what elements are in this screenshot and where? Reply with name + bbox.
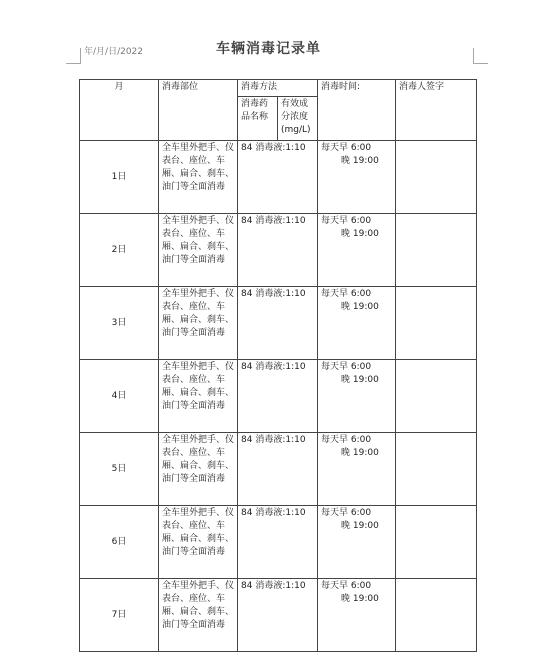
table-row [80,579,477,652]
area-cell: 全车里外把手、仪表台、座位、车厢、扁合、刹车、油门等全面消毒 [159,141,238,214]
time-cell: 每天早 6:00 晚 19:00 [318,433,396,506]
time-cell: 每天早 6:00 晚 19:00 [318,214,396,287]
agent-cell: 84 消毒液:1:10 [238,287,318,360]
crop-mark-top-right-h [473,63,488,64]
header-concentration: 有效成分浓度(mg/L) [278,97,318,141]
agent-cell: 84 消毒液:1:10 [238,214,318,287]
area-cell: 全车里外把手、仪表台、座位、车厢、扁合、刹车、油门等全面消毒 [159,287,238,360]
table-header-row [80,80,477,97]
table-row [80,141,477,214]
signature-cell[interactable] [396,287,477,360]
document-title: 车辆消毒记录单 [216,41,321,57]
agent-cell: 84 消毒液:1:10 [238,433,318,506]
day-cell: 1日 [80,141,159,214]
header-time: 消毒时间: [318,80,396,141]
crop-mark-top-right-v [473,48,474,63]
area-cell: 全车里外把手、仪表台、座位、车厢、扁合、刹车、油门等全面消毒 [159,579,238,652]
day-cell: 5日 [80,433,159,506]
signature-cell[interactable] [396,214,477,287]
time-cell: 每天早 6:00 晚 19:00 [318,579,396,652]
signature-cell[interactable] [396,141,477,214]
agent-cell: 84 消毒液:1:10 [238,579,318,652]
crop-mark-top-left-h [66,63,81,64]
day-cell: 2日 [80,214,159,287]
time-cell: 每天早 6:00 晚 19:00 [318,287,396,360]
table-row [80,287,477,360]
time-cell: 每天早 6:00 晚 19:00 [318,506,396,579]
table-row [80,506,477,579]
signature-cell[interactable] [396,506,477,579]
crop-mark-top-left-v [80,48,81,63]
table-row [80,360,477,433]
time-cell: 每天早 6:00 晚 19:00 [318,141,396,214]
day-cell: 7日 [80,579,159,652]
time-cell: 每天早 6:00 晚 19:00 [318,360,396,433]
header-month: 月 [80,80,159,141]
agent-cell: 84 消毒液:1:10 [238,506,318,579]
area-cell: 全车里外把手、仪表台、座位、车厢、扁合、刹车、油门等全面消毒 [159,214,238,287]
day-cell: 4日 [80,360,159,433]
area-cell: 全车里外把手、仪表台、座位、车厢、扁合、刹车、油门等全面消毒 [159,360,238,433]
day-cell: 6日 [80,506,159,579]
signature-cell[interactable] [396,433,477,506]
table-row [80,433,477,506]
header-agent-name: 消毒药品名称 [238,97,278,141]
agent-cell: 84 消毒液:1:10 [238,360,318,433]
area-cell: 全车里外把手、仪表台、座位、车厢、扁合、刹车、油门等全面消毒 [159,506,238,579]
signature-cell[interactable] [396,360,477,433]
header-area: 消毒部位 [159,80,238,141]
disinfection-record-table [79,79,477,652]
signature-cell[interactable] [396,579,477,652]
header-method: 消毒方法 [238,80,318,97]
day-cell: 3日 [80,287,159,360]
table-row [80,214,477,287]
document-date: 年/月/日/2022 [84,47,144,57]
area-cell: 全车里外把手、仪表台、座位、车厢、扁合、刹车、油门等全面消毒 [159,433,238,506]
header-signature: 消毒人签字 [396,80,477,141]
agent-cell: 84 消毒液:1:10 [238,141,318,214]
